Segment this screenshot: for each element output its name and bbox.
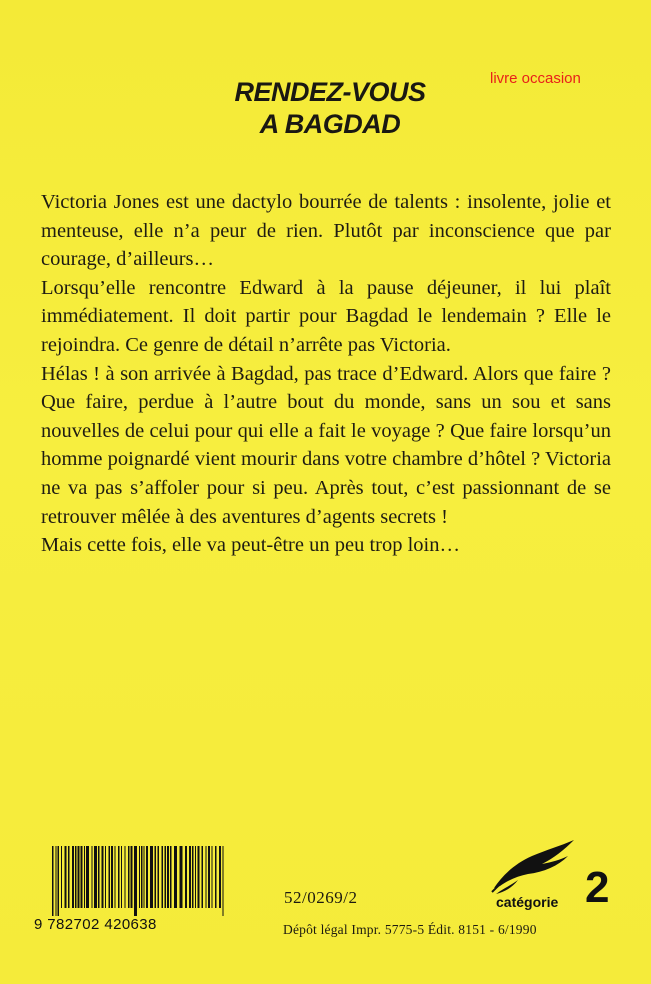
barcode-bar (56, 846, 57, 916)
barcode-bar (189, 846, 191, 908)
barcode-bar (198, 846, 200, 908)
barcode-bar (170, 846, 172, 908)
reference-code: 52/0269/2 (284, 888, 358, 907)
barcode-bar (125, 846, 126, 908)
barcode-bar (84, 846, 85, 908)
barcode-bars (34, 846, 229, 916)
barcode-bar (78, 846, 80, 908)
barcode-bar (167, 846, 169, 908)
barcode-bar (65, 846, 67, 908)
barcode-bar (215, 846, 217, 908)
barcode-bar (146, 846, 148, 908)
barcode-bar (174, 846, 177, 908)
barcode-bar (212, 846, 213, 908)
book-title-line-2: A BAGDAD (259, 109, 401, 139)
legal-deposit: Dépôt légal Impr. 5775-5 Édit. 8151 - 6/1990 (283, 922, 537, 937)
barcode-bar (92, 846, 93, 908)
barcode-bar (118, 846, 120, 908)
barcode-bar (86, 846, 89, 908)
barcode-bar (109, 846, 111, 908)
barcode-bar (208, 846, 210, 908)
barcode-bar (158, 846, 160, 908)
barcode-bar (202, 846, 204, 908)
category-number: 2 (585, 863, 610, 912)
barcode-bar (75, 846, 77, 908)
barcode-bar (121, 846, 122, 908)
barcode-bar (61, 846, 62, 908)
barcode-bar (155, 846, 157, 908)
barcode-bar (165, 846, 167, 908)
blurb-paragraph-3: Hélas ! à son arrivée à Bagdad, pas trace d’Edward. Alors que faire ? Que faire, perdue à l’autre bout du monde, sans un sou et sans nouvelles de celui pour qui elle a fait le voyage ? Que faire lorsqu’un homme poignardé vient mourir dans votre chambre d’hôtel ? Victoria ne va pas s’affoler pour si peu. Après tout, c’est passionnant de se retrouver mêlée à des aventures d’agents secrets ! (41, 362, 611, 528)
barcode-bar (94, 846, 97, 908)
barcode-bar (134, 846, 137, 916)
barcode-bar (180, 846, 183, 908)
barcode-bar (219, 846, 221, 908)
barcode-bar (72, 846, 74, 908)
barcode-bar (185, 846, 187, 908)
barcode-bar (81, 846, 83, 908)
barcode-bar (206, 846, 207, 908)
barcode-bar (128, 846, 130, 908)
blurb-paragraph-4: Mais cette fois, elle va peut-être un peu trop loin… (41, 534, 460, 557)
book-title-line-1: RENDEZ-VOUS (234, 77, 426, 107)
barcode-bar (150, 846, 153, 908)
barcode-bar (105, 846, 106, 908)
barcode-bar (144, 846, 145, 908)
barcode-bar (162, 846, 164, 908)
barcode-bar (141, 846, 143, 908)
blurb-paragraph-2: Lorsqu’elle rencontre Edward à la pause déjeuner, il lui plaît immédiatement. Il doit partir pour Bagdad le lendemain ? Elle le rejoindra. Ce genre de détail n’arrête pas Victoria. (41, 276, 611, 356)
barcode-bar (102, 846, 104, 908)
quill-pen-logo-icon (488, 836, 578, 896)
barcode-bar (52, 846, 54, 916)
barcode-bar (131, 846, 133, 908)
barcode-number: 9 782702 420638 (34, 916, 157, 933)
barcode-bar (195, 846, 196, 908)
barcode-bar (223, 846, 224, 916)
category-label: catégorie (496, 894, 559, 910)
barcode-bar (192, 846, 194, 908)
barcode-bar (115, 846, 116, 908)
blurb-paragraph-1: Victoria Jones est une dactylo bourrée de talents : insolente, jolie et menteuse, elle n’a peur de rien. Plutôt par inconscience que par courage, d’ailleurs… (41, 191, 611, 271)
barcode-bar (139, 846, 140, 908)
book-title (190, 76, 470, 140)
barcode-bar (58, 846, 60, 916)
watermark-text: livre occasion (490, 70, 581, 87)
barcode-bar (111, 846, 113, 908)
blurb-text (41, 188, 611, 560)
barcode-bar (98, 846, 100, 908)
barcode-bar (68, 846, 70, 908)
